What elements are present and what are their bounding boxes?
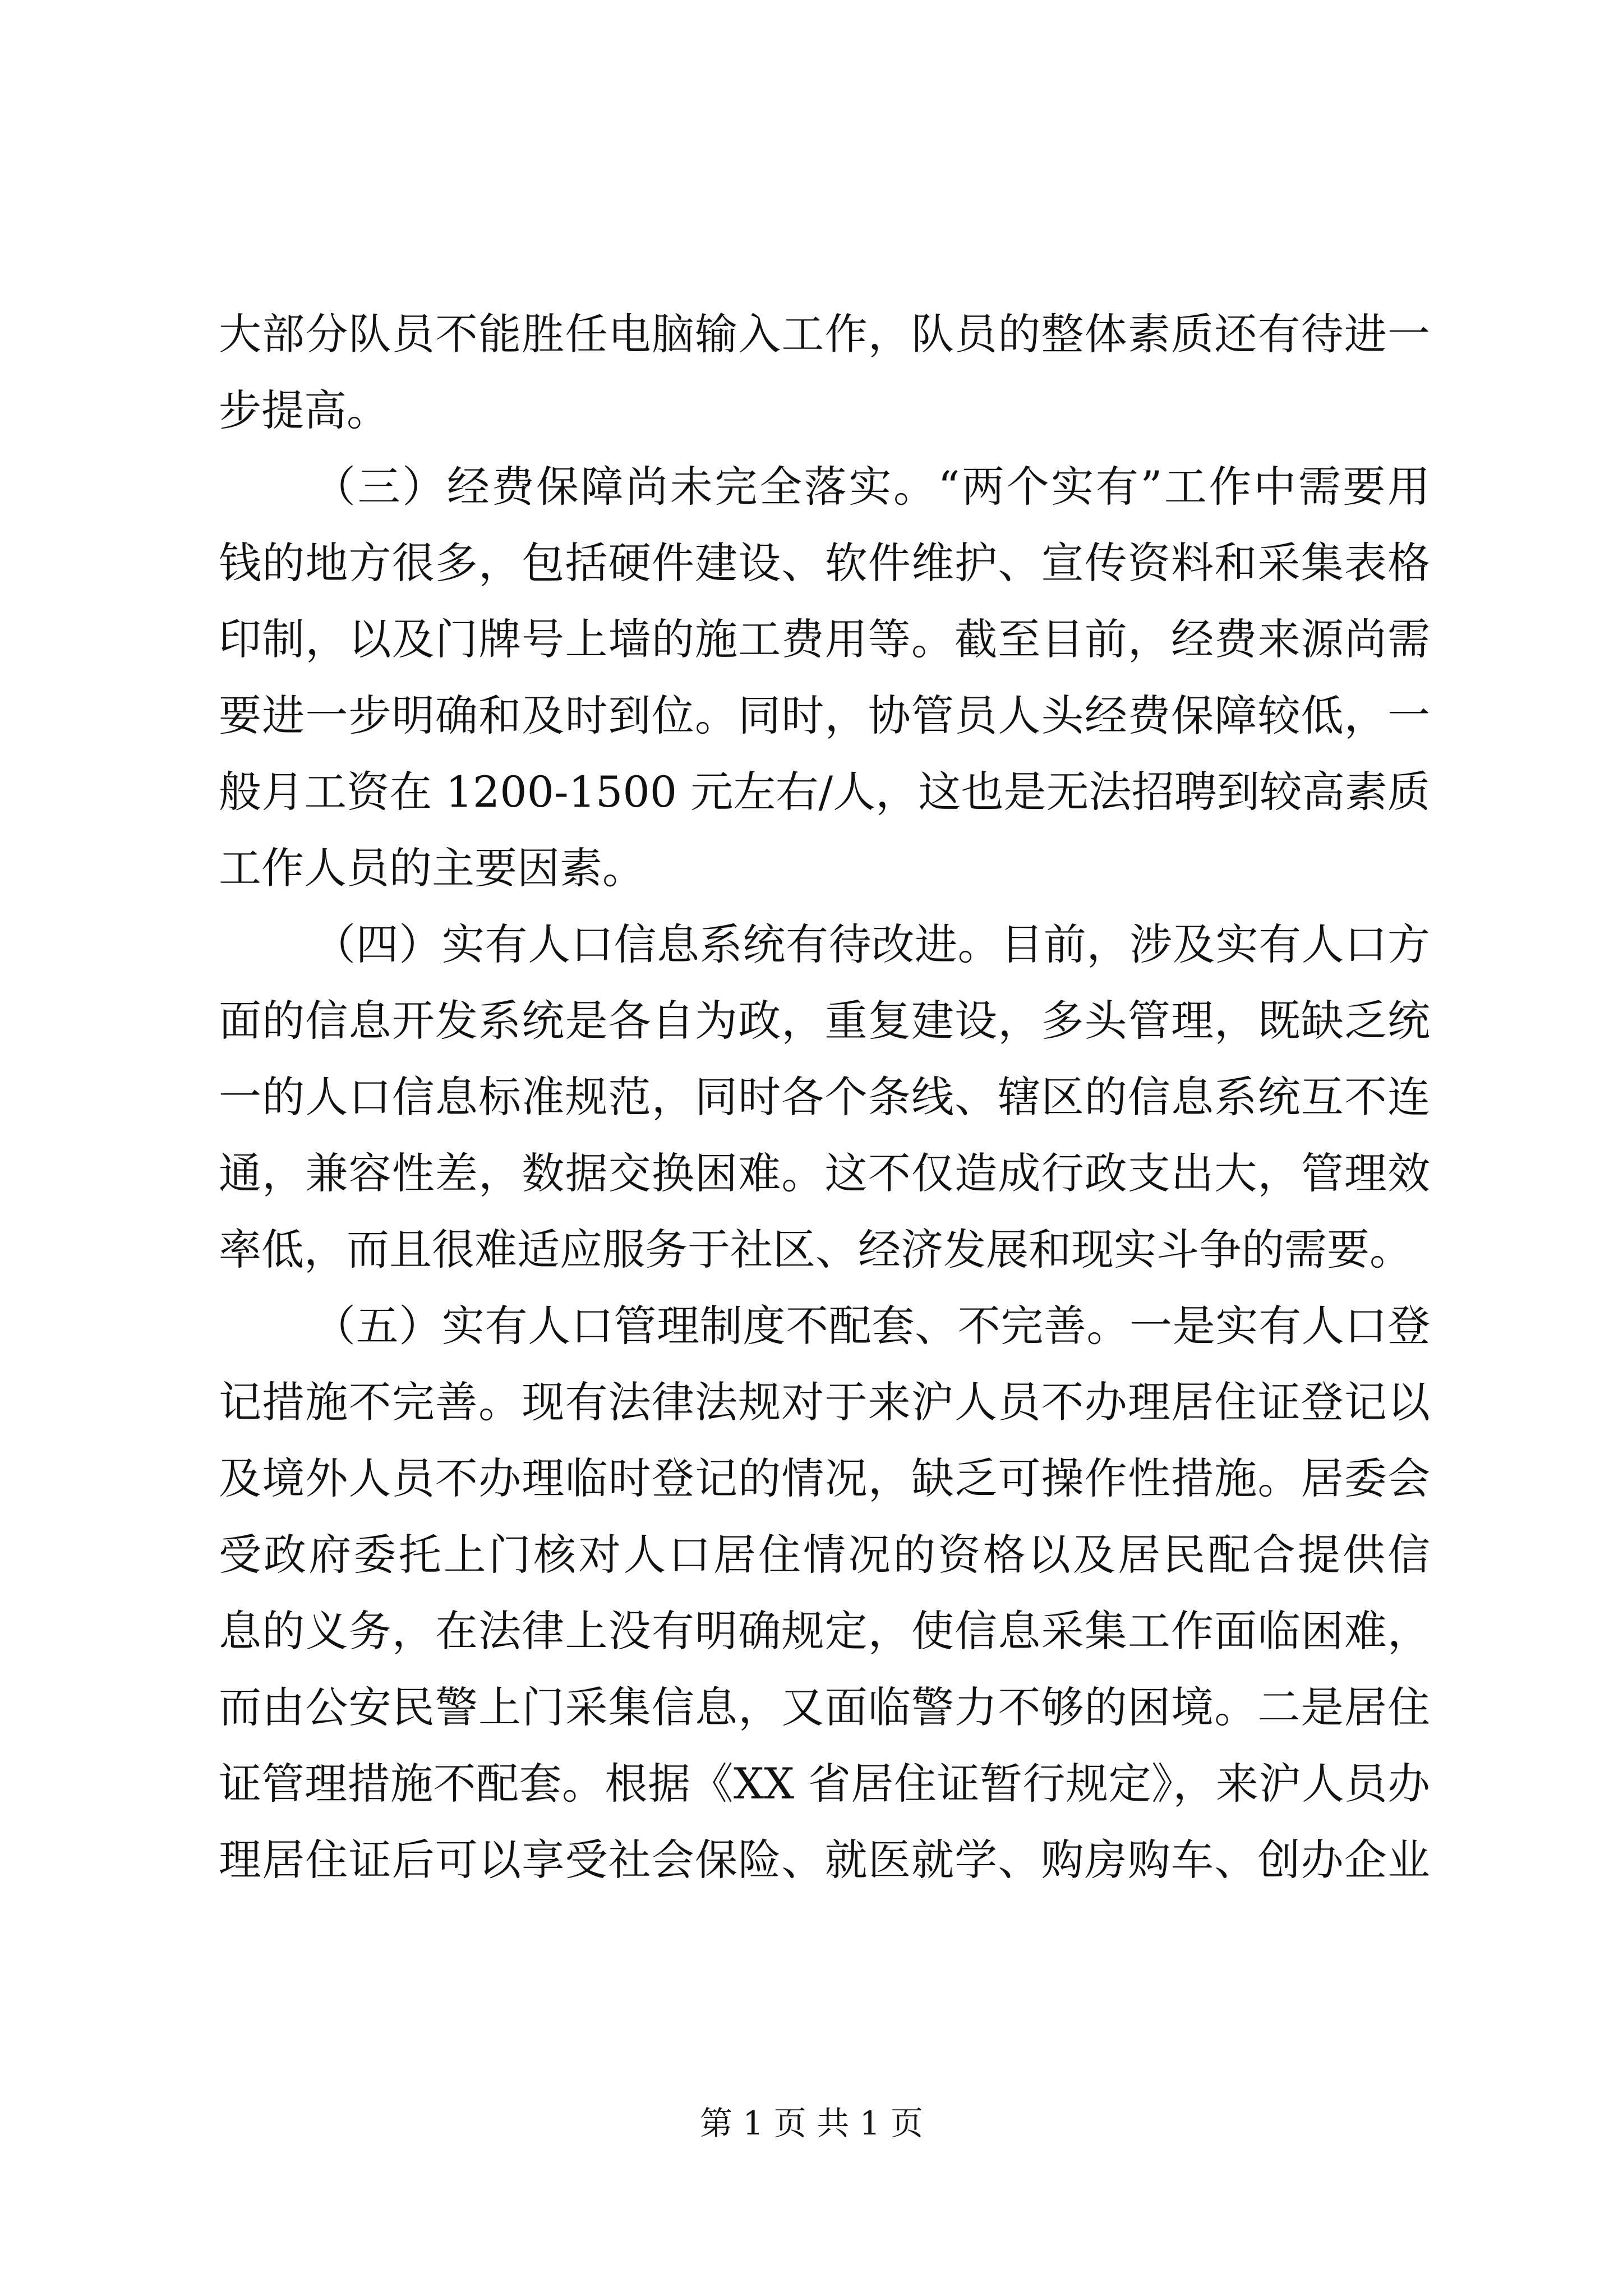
paragraph-5-heading-line: （五）实有人口管理制度不配套、不完善。一是实有人口登 [313,1301,1430,1351]
paragraph-3-heading-line: （三）经费保障尚未完全落实。“两个实有”工作中需要用 [313,462,1430,512]
text-line: 而由公安民警上门采集信息，又面临警力不够的困境。二是居住 [219,1682,1430,1732]
text-line: 般月工资在 1200-1500 元左右/人，这也是无法招聘到较高素质 [219,767,1430,817]
text-line: 证管理措施不配套。根据《XX 省居住证暂行规定》，来沪人员办 [219,1759,1430,1809]
text-line: 受政府委托上门核对人口居住情况的资格以及居民配合提供信 [219,1530,1430,1580]
text-line: 大部分队员不能胜任电脑输入工作，队员的整体素质还有待进一 [219,309,1430,359]
text-line: 息的义务，在法律上没有明确规定，使信息采集工作面临困难， [219,1606,1430,1656]
text-line: 及境外人员不办理临时登记的情况，缺乏可操作性措施。居委会 [219,1453,1430,1503]
text-line: 通，兼容性差，数据交换困难。这不仅造成行政支出大，管理效 [219,1148,1430,1198]
page-footer [0,2101,1623,2146]
text-line: 面的信息开发系统是各自为政，重复建设，多头管理，既缺乏统 [219,996,1430,1046]
text-line: 一的人口信息标准规范，同时各个条线、辖区的信息系统互不连 [219,1072,1430,1122]
page-number-label: 第 1 页 共 1 页 [700,2104,923,2142]
text-line: 率低，而且很难适应服务于社区、经济发展和现实斗争的需要。 [219,1225,1412,1274]
document-body [219,296,1430,1898]
text-line: 要进一步明确和及时到位。同时，协管员人头经费保障较低，一 [219,691,1430,740]
text-line: 理居住证后可以享受社会保险、就医就学、购房购车、创办企业 [219,1835,1430,1885]
text-line: 钱的地方很多，包括硬件建设、软件维护、宣传资料和采集表格 [219,538,1430,588]
text-line: 步提高。 [219,385,389,435]
text-line: 记措施不完善。现有法律法规对于来沪人员不办理居住证登记以 [219,1377,1430,1427]
text-line: 工作人员的主要因素。 [219,843,645,893]
paragraph-4-heading-line: （四）实有人口信息系统有待改进。目前，涉及实有人口方 [313,919,1430,969]
text-line: 印制，以及门牌号上墙的施工费用等。截至目前，经费来源尚需 [219,614,1430,664]
